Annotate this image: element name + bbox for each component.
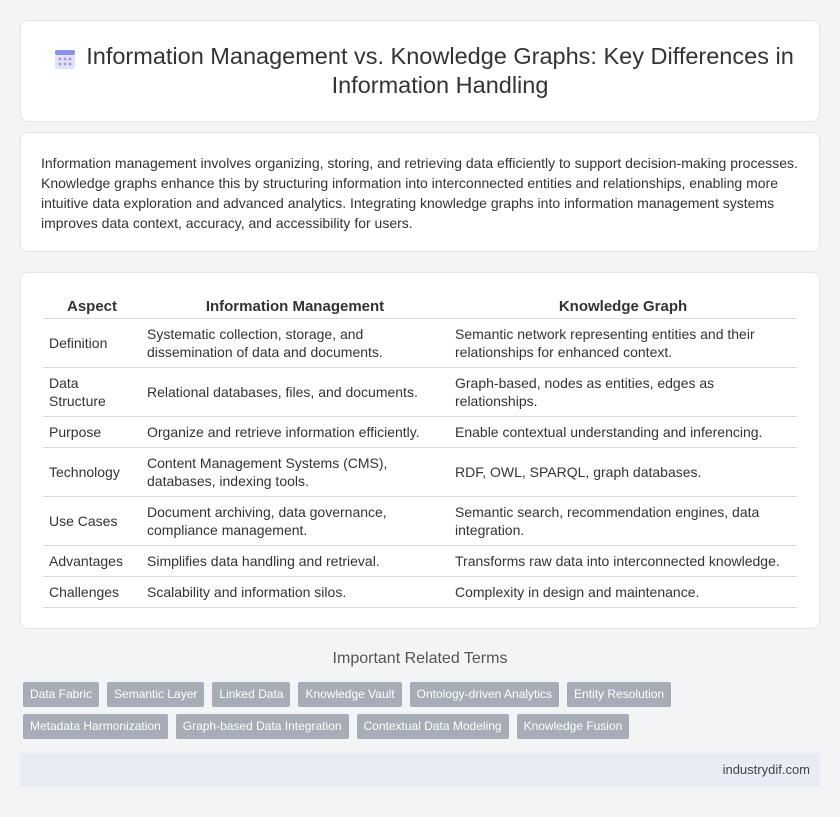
related-term-tag[interactable]: Knowledge Vault	[298, 682, 401, 707]
table-row	[43, 546, 797, 577]
table-cell: Definition	[43, 319, 141, 368]
comparison-table-card	[20, 272, 820, 629]
table-cell: Simplifies data handling and retrieval.	[141, 546, 449, 577]
table-cell: Enable contextual understanding and inferencing.	[449, 417, 797, 448]
header-knowledge-graph: Knowledge Graph	[449, 295, 797, 319]
table-cell: Relational databases, files, and documents.	[141, 368, 449, 417]
intro-text: Information management involves organizing, storing, and retrieving data efficiently to support decision-making processes. Knowledge graphs enhance this by structuring information into interconnected entities and relationships, enabling more intuitive data exploration and advanced analytics. Integrating knowledge graphs into information management systems improves data context, accuracy, and accessibility for users.	[41, 155, 798, 231]
table-cell: Semantic search, recommendation engines, data integration.	[449, 497, 797, 546]
related-term-tag[interactable]: Metadata Harmonization	[23, 714, 168, 739]
table-cell: Purpose	[43, 417, 141, 448]
related-term-tag[interactable]: Contextual Data Modeling	[357, 714, 509, 739]
table-cell: Complexity in design and maintenance.	[449, 577, 797, 608]
table-row	[43, 448, 797, 497]
table-cell: Use Cases	[43, 497, 141, 546]
comparison-table	[43, 295, 797, 608]
table-cell: Technology	[43, 448, 141, 497]
table-cell: Organize and retrieve information efficiently.	[141, 417, 449, 448]
related-term-tag[interactable]: Data Fabric	[23, 682, 99, 707]
table-row	[43, 577, 797, 608]
table-cell: Transforms raw data into interconnected knowledge.	[449, 546, 797, 577]
table-row	[43, 319, 797, 368]
table-cell: Systematic collection, storage, and dissemination of data and documents.	[141, 319, 449, 368]
table-row	[43, 497, 797, 546]
table-cell: Challenges	[43, 577, 141, 608]
related-terms-list	[23, 682, 823, 739]
table-cell: Semantic network representing entities and their relationships for enhanced context.	[449, 319, 797, 368]
table-cell: Content Management Systems (CMS), databases, indexing tools.	[141, 448, 449, 497]
table-row	[43, 417, 797, 448]
related-term-tag[interactable]: Ontology-driven Analytics	[410, 682, 559, 707]
table-cell: Graph-based, nodes as entities, edges as relationships.	[449, 368, 797, 417]
related-term-tag[interactable]: Linked Data	[212, 682, 290, 707]
title-card	[20, 20, 820, 122]
header-information-management: Information Management	[141, 295, 449, 319]
table-cell: RDF, OWL, SPARQL, graph databases.	[449, 448, 797, 497]
table-cell: Scalability and information silos.	[141, 577, 449, 608]
footer	[20, 753, 820, 787]
related-term-tag[interactable]: Graph-based Data Integration	[176, 714, 349, 739]
footer-site-link[interactable]: industrydif.com	[722, 762, 810, 777]
header-aspect: Aspect	[43, 295, 141, 319]
related-term-tag[interactable]: Knowledge Fusion	[517, 714, 630, 739]
related-term-tag[interactable]: Semantic Layer	[107, 682, 204, 707]
table-cell: Advantages	[43, 546, 141, 577]
page-title: Information Management vs. Knowledge Graphs: Key Differences in Information Handling	[86, 43, 794, 98]
intro-card	[20, 132, 820, 252]
table-cell: Data Structure	[43, 368, 141, 417]
table-row	[43, 368, 797, 417]
related-terms-title: Important Related Terms	[332, 650, 508, 667]
table-cell: Document archiving, data governance, compliance management.	[141, 497, 449, 546]
related-term-tag[interactable]: Entity Resolution	[567, 682, 671, 707]
